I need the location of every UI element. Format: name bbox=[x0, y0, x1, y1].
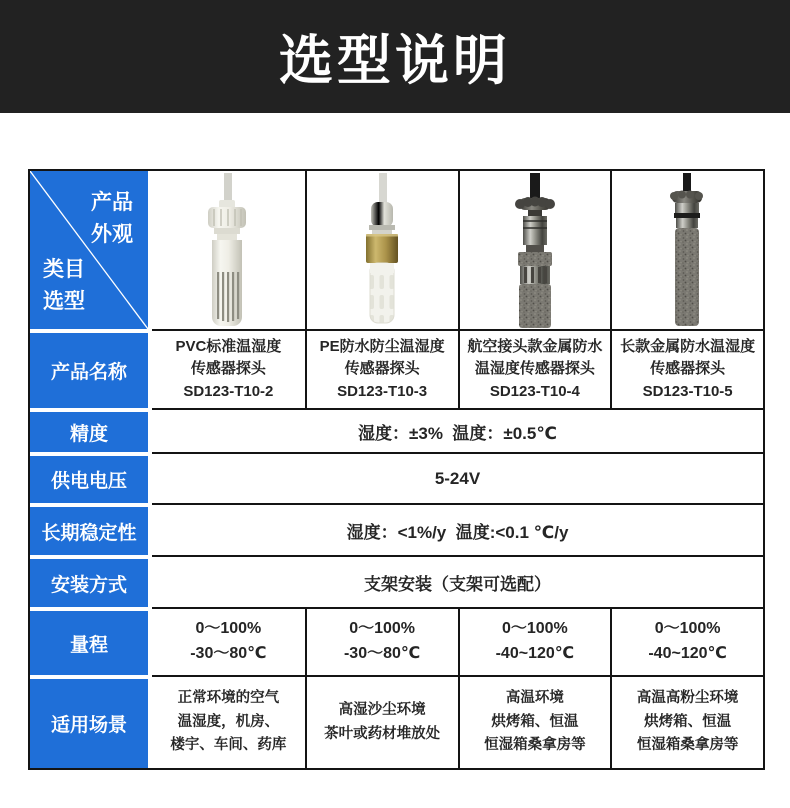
product-photo-aviation-metal-probe bbox=[458, 171, 611, 329]
range-value-cell: 0～100% -30～80℃ bbox=[152, 607, 305, 675]
voltage-value-cell: 5-24V bbox=[152, 452, 763, 503]
page-header-banner bbox=[0, 0, 790, 113]
product-photo-long-metal-probe bbox=[610, 171, 763, 329]
product-selection-table bbox=[28, 169, 765, 770]
row-label-product-name: 产品名称 bbox=[30, 329, 152, 408]
scene-value-cell: 正常环境的空气 温湿度，机房、 楼宇、车间、药库 bbox=[152, 675, 305, 768]
page-title: 选型说明 bbox=[279, 31, 511, 91]
scene-value-cell: 高温环境 烘烤箱、恒温 恒湿箱桑拿房等 bbox=[458, 675, 611, 768]
range-value-cell: 0～100% -40~120℃ bbox=[610, 607, 763, 675]
pe-probe-image bbox=[307, 173, 457, 329]
row-label-mounting: 安装方式 bbox=[30, 555, 152, 607]
product-name-cell: PE防水防尘温湿度 传感器探头 SD123-T10-3 bbox=[305, 329, 458, 408]
row-label-accuracy: 精度 bbox=[30, 408, 152, 452]
aviation-probe-image bbox=[460, 173, 610, 329]
row-label-voltage: 供电电压 bbox=[30, 452, 152, 503]
pvc-probe-image bbox=[152, 173, 302, 329]
corner-label-appearance: 产品 外观 bbox=[91, 191, 133, 246]
range-value-cell: 0～100% -30～80℃ bbox=[305, 607, 458, 675]
long-probe-image bbox=[612, 173, 762, 329]
range-value-cell: 0～100% -40~120℃ bbox=[458, 607, 611, 675]
corner-label-category: 类目 选型 bbox=[43, 258, 85, 313]
product-name-cell: PVC标准温湿度 传感器探头 SD123-T10-2 bbox=[152, 329, 305, 408]
row-label-scene: 适用场景 bbox=[30, 675, 152, 768]
row-label-stability: 长期稳定性 bbox=[30, 503, 152, 555]
stability-value-cell: 湿度：<1%/y 温度:<0.1 ℃/y bbox=[152, 503, 763, 555]
scene-value-cell: 高温高粉尘环境 烘烤箱、恒温 恒湿箱桑拿房等 bbox=[610, 675, 763, 768]
accuracy-value-cell: 湿度：±3% 温度：±0.5℃ bbox=[152, 408, 763, 452]
product-photo-pe-waterproof-probe bbox=[305, 171, 458, 329]
corner-header-cell bbox=[30, 171, 152, 329]
product-name-cell: 长款金属防水温湿度 传感器探头 SD123-T10-5 bbox=[610, 329, 763, 408]
product-name-cell: 航空接头款金属防水 温湿度传感器探头 SD123-T10-4 bbox=[458, 329, 611, 408]
scene-value-cell: 高湿沙尘环境 茶叶或药材堆放处 bbox=[305, 675, 458, 768]
product-photo-pvc-standard-probe bbox=[152, 171, 305, 329]
mounting-value-cell: 支架安装（支架可选配） bbox=[152, 555, 763, 607]
row-label-range: 量程 bbox=[30, 607, 152, 675]
